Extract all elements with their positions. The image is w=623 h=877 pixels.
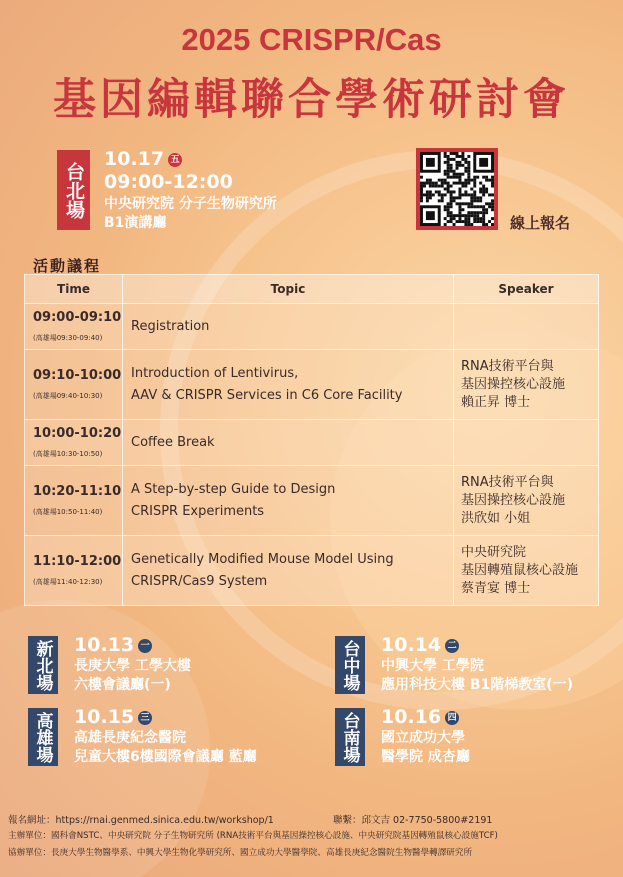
registration-label: 線上報名	[510, 214, 571, 232]
speaker-line: 基因操控核心設施	[461, 492, 566, 508]
organizer-info: 主辦單位：國科會NSTC、中央研究院 分子生物研究所 (RNA技術平台與基因操控核心設施、中央研究院基因轉殖鼠核心設施TCF)	[8, 831, 498, 841]
venue-line-2: 醫學院 成杏廳	[381, 749, 470, 765]
speaker-line: 中央研究院	[461, 544, 527, 560]
speaker-cell	[454, 466, 599, 536]
table-row	[25, 536, 599, 606]
time-cell	[25, 304, 123, 350]
weekday-badge: 四	[445, 711, 459, 725]
venue-line-2: 應用科技大樓 B1階梯教室(一)	[381, 677, 574, 693]
co-organizer-info: 協辦單位：長庚大學生物醫學系、中興大學生物化學研究所、國立成功大學醫學院、高雄長庚紀念醫院生物醫學轉譯研究所	[8, 848, 473, 858]
date-text: 10.15	[74, 706, 135, 728]
event-date	[381, 706, 459, 728]
speaker-line: 基因操控核心設施	[461, 376, 566, 392]
venue-line-1: 高雄長庚紀念醫院	[74, 730, 186, 746]
speaker-line: 賴正昇 博士	[461, 394, 531, 410]
main-event-date	[104, 148, 182, 170]
qr-code-image	[420, 152, 494, 226]
weekday-badge: 二	[445, 639, 459, 653]
registration-url[interactable]: 報名網址：https://rnai.genmed.sinica.edu.tw/workshop/1	[8, 815, 274, 826]
table-row	[25, 420, 599, 466]
event-date	[381, 634, 459, 656]
city-badge-kaohsiung: 高雄場	[28, 708, 58, 766]
venue-line-1: 中興大學 工學院	[381, 658, 484, 674]
speaker-cell	[454, 420, 599, 466]
speaker-line: 基因轉殖鼠核心設施	[461, 562, 579, 578]
speaker-cell	[454, 536, 599, 606]
time-main: 10:00-10:20	[33, 426, 122, 441]
topic-cell	[123, 466, 454, 536]
date-text: 10.14	[381, 634, 442, 656]
agenda-heading: 活動議程	[33, 257, 102, 275]
venue-line-2: B1演講廳	[104, 215, 167, 231]
speaker-line: 蔡青宴 博士	[461, 580, 531, 596]
time-cell	[25, 466, 123, 536]
time-sub: (高雄場10:30-10:50)	[33, 450, 103, 458]
venue-line-1: 長庚大學 工學大樓	[74, 658, 191, 674]
table-row	[25, 350, 599, 420]
main-event-venue	[104, 195, 277, 233]
speaker-cell	[454, 304, 599, 350]
date-text: 10.16	[381, 706, 442, 728]
event-venue	[381, 729, 470, 767]
topic-line: CRISPR/Cas9 System	[131, 573, 268, 589]
time-sub: (高雄場11:40-12:30)	[33, 578, 103, 586]
time-sub: (高雄場09:40-10:30)	[33, 392, 103, 400]
agenda-table	[24, 274, 599, 606]
agenda-header-row	[25, 275, 599, 304]
time-main: 11:10-12:00	[33, 554, 122, 569]
col-header-speaker: Speaker	[454, 275, 599, 304]
time-main: 09:10-10:00	[33, 368, 122, 383]
event-date	[74, 634, 152, 656]
topic-line: Introduction of Lentivirus,	[131, 365, 299, 381]
contact-info: 聯繫：邱文吉 02-7750-5800#2191	[333, 815, 493, 826]
time-sub: (高雄場10:50-11:40)	[33, 508, 103, 516]
time-cell	[25, 350, 123, 420]
page-title-line2: 基因編輯聯合學術研討會	[53, 75, 570, 125]
time-main: 10:20-11:10	[33, 484, 122, 499]
time-cell	[25, 536, 123, 606]
main-event-time: 09:00-12:00	[104, 171, 233, 193]
col-header-topic: Topic	[123, 275, 454, 304]
topic-line: Genetically Modified Mouse Model Using	[131, 551, 394, 567]
venue-line-2: 六樓會議廳(一)	[74, 677, 171, 693]
topic-line: A Step-by-step Guide to Design	[131, 481, 336, 497]
venue-line-2: 兒童大樓6樓國際會議廳 藍廳	[74, 749, 257, 765]
city-badge-taichung: 台中場	[335, 636, 365, 694]
weekday-badge: 五	[168, 153, 182, 167]
topic-cell	[123, 304, 454, 350]
speaker-line: 洪欣如 小姐	[461, 510, 531, 526]
topic-cell	[123, 350, 454, 420]
venue-line-1: 中央研究院 分子生物研究所	[104, 196, 277, 212]
event-venue	[74, 729, 257, 767]
topic-cell	[123, 536, 454, 606]
date-text: 10.13	[74, 634, 135, 656]
topic-line: Coffee Break	[131, 434, 215, 450]
topic-cell	[123, 420, 454, 466]
city-badge-xinbei: 新北場	[28, 636, 58, 694]
topic-line: CRISPR Experiments	[131, 503, 265, 519]
speaker-cell	[454, 350, 599, 420]
event-venue	[74, 657, 191, 695]
time-cell	[25, 420, 123, 466]
weekday-badge: 一	[138, 639, 152, 653]
main-date-text: 10.17	[104, 148, 165, 170]
time-sub: (高雄場09:30-09:40)	[33, 334, 103, 342]
weekday-badge: 三	[138, 711, 152, 725]
event-date	[74, 706, 152, 728]
city-badge-tainan: 台南場	[335, 708, 365, 766]
topic-line: AAV & CRISPR Services in C6 Core Facility	[131, 387, 403, 403]
time-main: 09:00-09:10	[33, 310, 122, 325]
table-row	[25, 304, 599, 350]
main-city-badge: 台北場	[57, 150, 90, 230]
speaker-line: RNA技術平台與	[461, 474, 554, 490]
speaker-line: RNA技術平台與	[461, 358, 554, 374]
topic-line: Registration	[131, 318, 210, 334]
event-venue	[381, 657, 573, 695]
venue-line-1: 國立成功大學	[381, 730, 465, 746]
page-title-line1: 2025 CRISPR/Cas	[181, 22, 442, 57]
col-header-time: Time	[25, 275, 123, 304]
qr-code[interactable]	[416, 148, 498, 230]
table-row	[25, 466, 599, 536]
